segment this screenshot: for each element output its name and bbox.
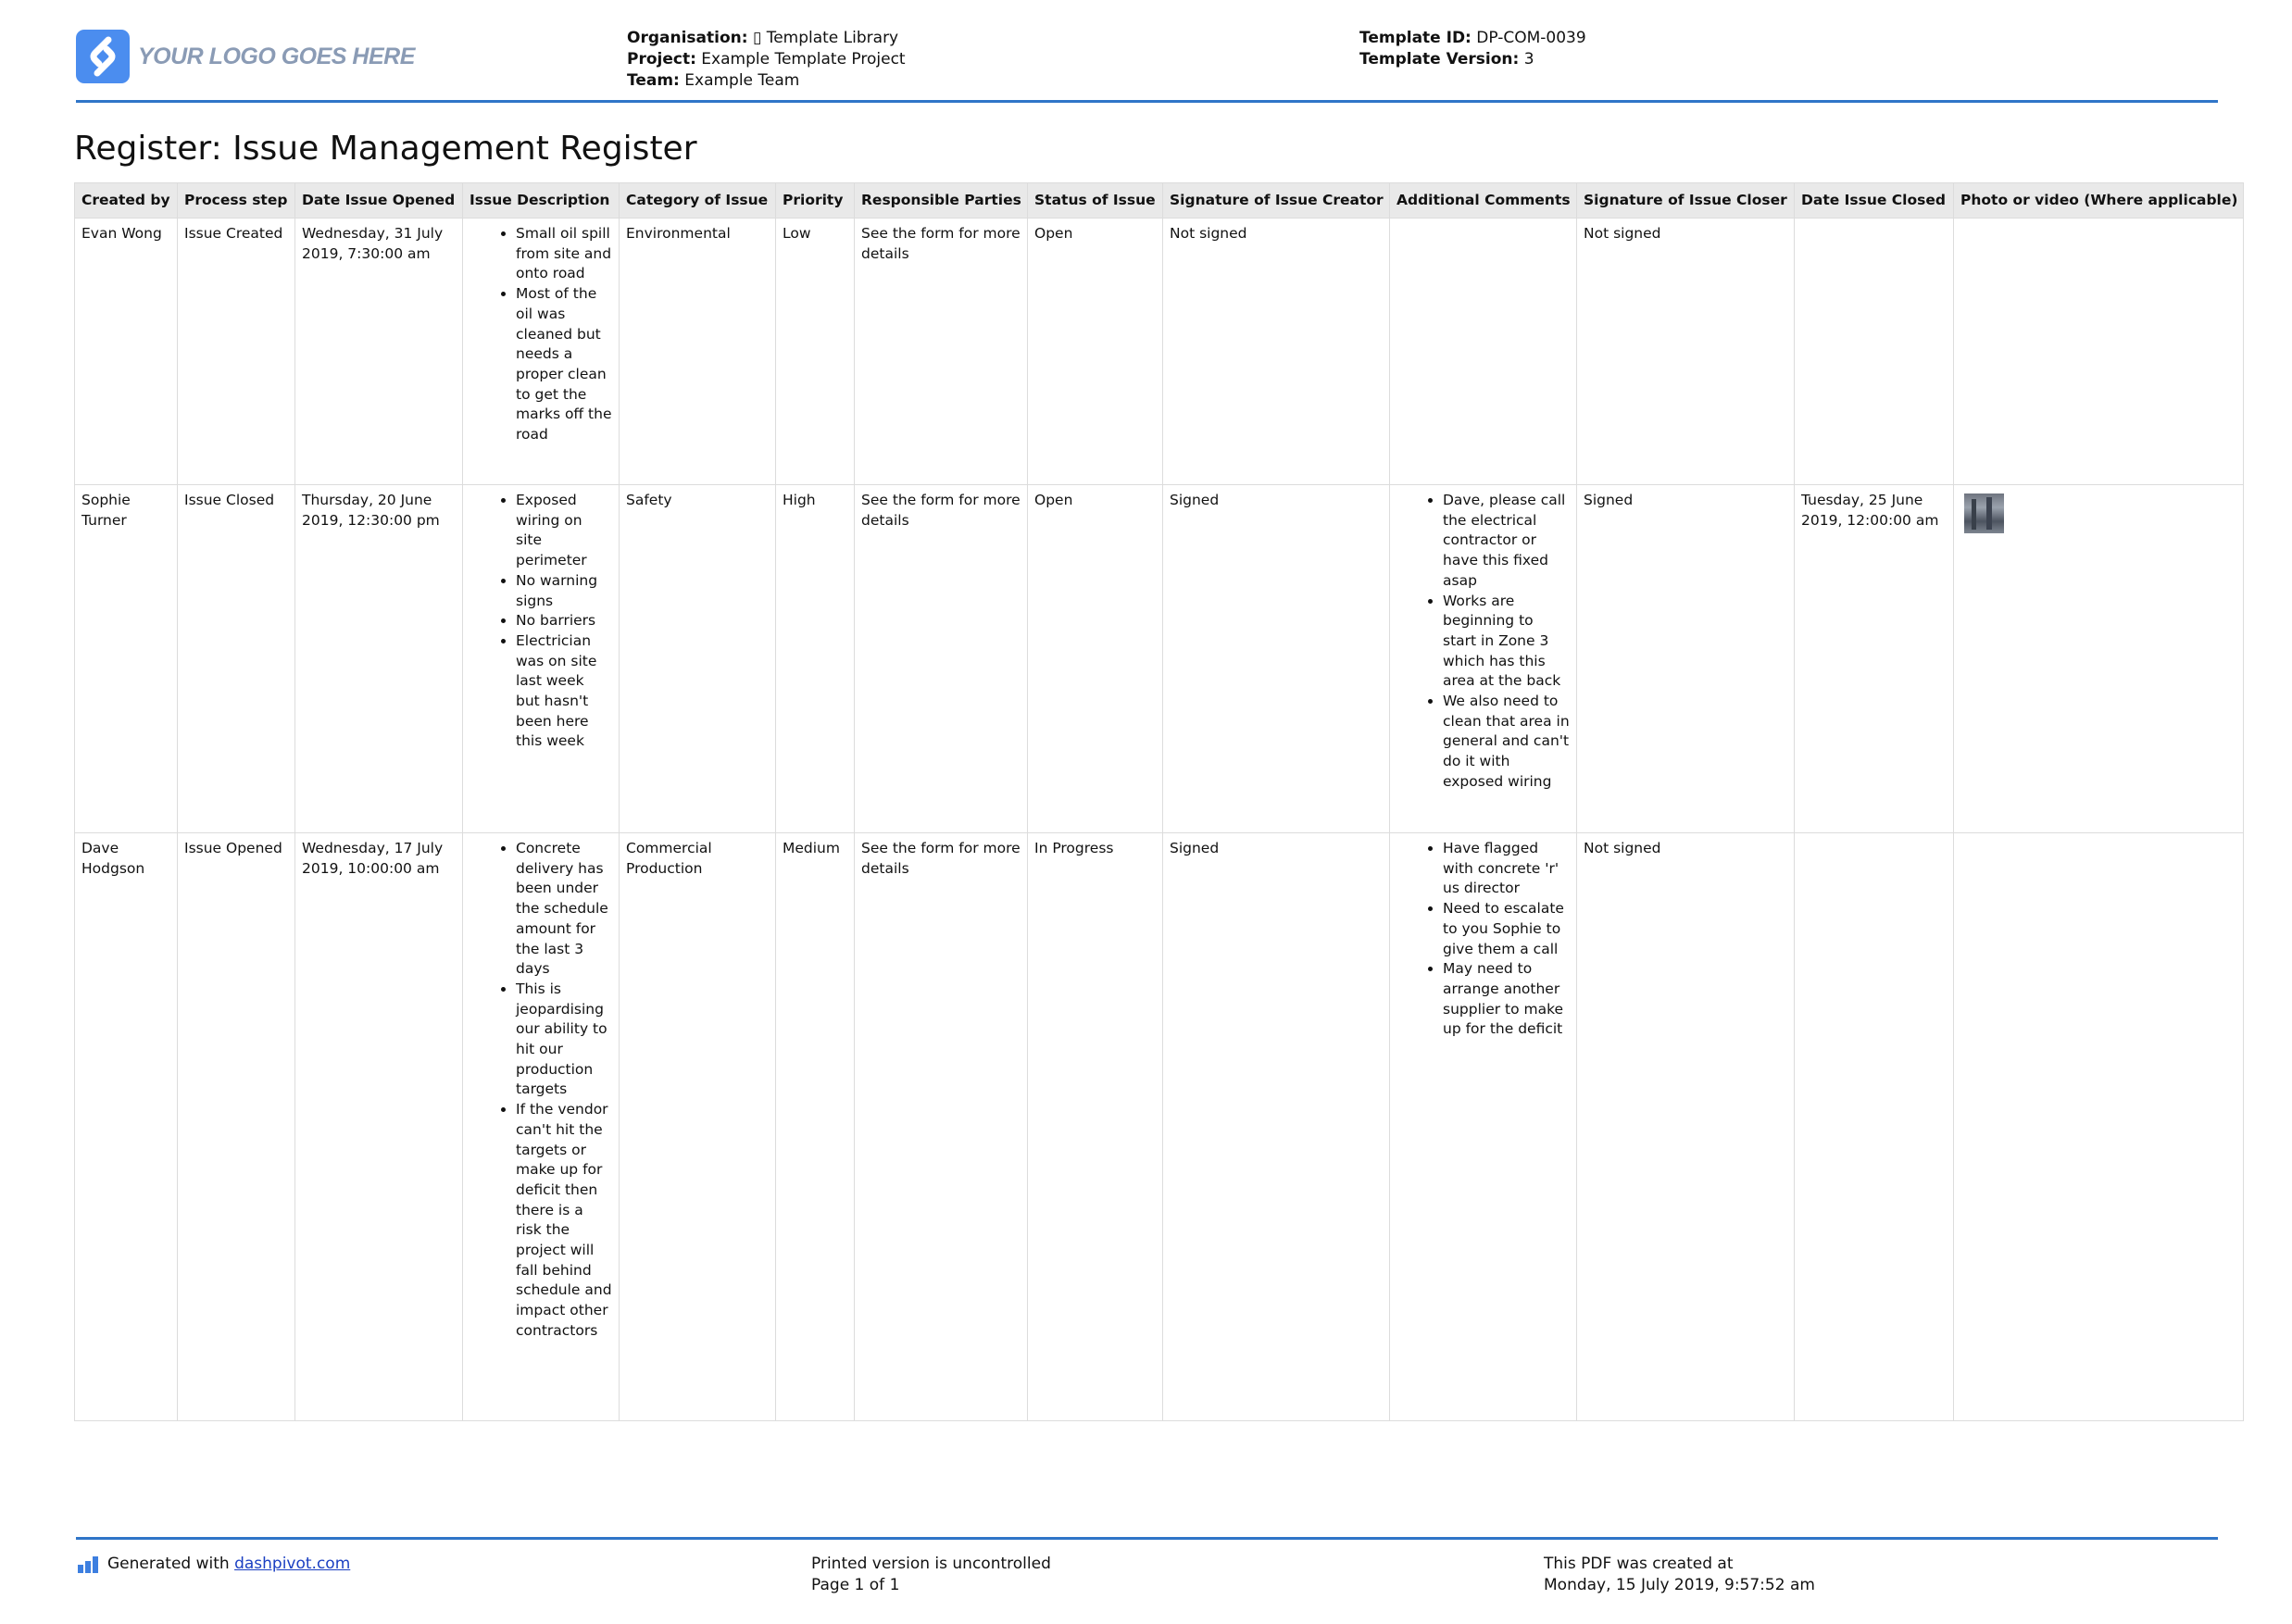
header-meta-left — [627, 28, 906, 92]
column-header: Date Issue Closed — [1795, 183, 1954, 219]
column-header: Signature of Issue Creator — [1163, 183, 1390, 219]
photo-cell — [1954, 219, 2244, 485]
template-id-line — [1359, 28, 1586, 49]
priority-cell: Low — [776, 219, 855, 485]
comment-item: • Dave, please call the electrical contractor or have this fixed asap — [1443, 491, 1570, 592]
generated-prefix: Generated with — [107, 1555, 235, 1573]
description-item: • If the vendor can't hit the targets or make up for deficit then there is a risk the project will fall behind schedule and impact other contractors — [516, 1100, 612, 1341]
template-version-label: Template Version: — [1359, 50, 1520, 69]
logo-text: YOUR LOGO GOES HERE — [138, 43, 415, 69]
column-header: Category of Issue — [620, 183, 776, 219]
description-list — [470, 224, 612, 445]
closer-signature-cell: Not signed — [1577, 833, 1795, 1421]
description-item: • Small oil spill from site and onto road — [516, 224, 612, 284]
priority-cell: Medium — [776, 833, 855, 1421]
description-item: • No barriers — [516, 611, 612, 631]
date-opened-cell: Wednesday, 31 July 2019, 7:30:00 am — [295, 219, 463, 485]
priority-cell: High — [776, 485, 855, 833]
creator-signature-cell: Not signed — [1163, 219, 1390, 485]
template-id-label: Template ID: — [1359, 29, 1472, 47]
header-divider — [76, 100, 2218, 103]
table-row — [75, 219, 2244, 485]
column-header: Created by — [75, 183, 178, 219]
description-item: • Exposed wiring on site perimeter — [516, 491, 612, 571]
team-value: Example Team — [684, 71, 800, 90]
date-opened-cell: Wednesday, 17 July 2019, 10:00:00 am — [295, 833, 463, 1421]
description-item: • No warning signs — [516, 571, 612, 611]
project-label: Project: — [627, 50, 696, 69]
description-cell — [463, 833, 620, 1421]
process-step-cell: Issue Created — [178, 219, 295, 485]
project-value: Example Template Project — [701, 50, 906, 69]
creator-signature-cell: Signed — [1163, 833, 1390, 1421]
chart-bars-icon — [78, 1556, 100, 1573]
column-header: Responsible Parties — [855, 183, 1028, 219]
description-cell — [463, 485, 620, 833]
category-cell: Environmental — [620, 219, 776, 485]
photo-cell — [1954, 833, 2244, 1421]
team-line — [627, 70, 906, 92]
template-id-value: DP-COM-0039 — [1476, 29, 1586, 47]
template-version-value: 3 — [1523, 50, 1534, 69]
logo-icon — [76, 30, 130, 83]
category-cell: Commercial Production — [620, 833, 776, 1421]
status-cell: Open — [1028, 485, 1163, 833]
table-row — [75, 485, 2244, 833]
process-step-cell: Issue Opened — [178, 833, 295, 1421]
description-list — [470, 491, 612, 752]
comment-item: • Need to escalate to you Sophie to give them a call — [1443, 899, 1570, 959]
comments-cell — [1390, 485, 1577, 833]
footer-generated — [78, 1554, 350, 1575]
comments-cell — [1390, 833, 1577, 1421]
created-by-cell: Sophie Turner — [75, 485, 178, 833]
creator-signature-cell: Signed — [1163, 485, 1390, 833]
comments-list — [1396, 839, 1570, 1040]
photo-thumbnail[interactable] — [1964, 493, 2004, 533]
template-version-line — [1359, 49, 1586, 70]
responsible-cell: See the form for more details — [855, 219, 1028, 485]
description-item: • Electrician was on site last week but hasn't been here this week — [516, 631, 612, 752]
footer-created-at — [1544, 1554, 1815, 1596]
description-cell — [463, 219, 620, 485]
description-item: • This is jeopardising our ability to hit our production targets — [516, 980, 612, 1100]
column-header: Additional Comments — [1390, 183, 1577, 219]
description-item: • Most of the oil was cleaned but needs a proper clean to get the marks off the road — [516, 284, 612, 445]
company-logo — [76, 30, 415, 83]
responsible-cell: See the form for more details — [855, 833, 1028, 1421]
comment-item: • Have flagged with concrete 'r' us director — [1443, 839, 1570, 899]
organisation-value: ▯ Template Library — [752, 29, 899, 47]
description-list — [470, 839, 612, 1342]
dashpivot-link[interactable]: dashpivot.com — [234, 1555, 351, 1573]
page-number: Page 1 of 1 — [811, 1576, 900, 1594]
comments-list — [1396, 491, 1570, 793]
column-header: Status of Issue — [1028, 183, 1163, 219]
comments-cell — [1390, 219, 1577, 485]
column-header: Signature of Issue Closer — [1577, 183, 1795, 219]
closer-signature-cell: Not signed — [1577, 219, 1795, 485]
table-header-row — [75, 183, 2244, 219]
project-line — [627, 49, 906, 70]
column-header: Priority — [776, 183, 855, 219]
column-header: Process step — [178, 183, 295, 219]
date-closed-cell — [1795, 219, 1954, 485]
photo-cell — [1954, 485, 2244, 833]
header-meta-right — [1359, 28, 1586, 70]
page-title: Register: Issue Management Register — [74, 130, 697, 168]
description-item: • Concrete delivery has been under the schedule amount for the last 3 days — [516, 839, 612, 980]
footer-print-notice — [811, 1554, 1051, 1596]
created-at-label: This PDF was created at — [1544, 1555, 1734, 1573]
column-header: Issue Description — [463, 183, 620, 219]
date-closed-cell — [1795, 833, 1954, 1421]
date-opened-cell: Thursday, 20 June 2019, 12:30:00 pm — [295, 485, 463, 833]
category-cell: Safety — [620, 485, 776, 833]
created-at-timestamp: Monday, 15 July 2019, 9:57:52 am — [1544, 1576, 1815, 1594]
comment-item: • Works are beginning to start in Zone 3 which has this area at the back — [1443, 592, 1570, 693]
column-header: Photo or video (Where applicable) — [1954, 183, 2244, 219]
organisation-line — [627, 28, 906, 49]
comment-item: • We also need to clean that area in general and can't do it with exposed wiring — [1443, 692, 1570, 793]
created-by-cell: Evan Wong — [75, 219, 178, 485]
printed-uncontrolled-text: Printed version is uncontrolled — [811, 1555, 1051, 1573]
column-header: Date Issue Opened — [295, 183, 463, 219]
table-row — [75, 833, 2244, 1421]
organisation-label: Organisation: — [627, 29, 748, 47]
date-closed-cell: Tuesday, 25 June 2019, 12:00:00 am — [1795, 485, 1954, 833]
status-cell: Open — [1028, 219, 1163, 485]
issue-register-table — [74, 182, 2244, 1421]
responsible-cell: See the form for more details — [855, 485, 1028, 833]
process-step-cell: Issue Closed — [178, 485, 295, 833]
footer-divider — [76, 1537, 2218, 1540]
comment-item: • May need to arrange another supplier to make up for the deficit — [1443, 959, 1570, 1040]
closer-signature-cell: Signed — [1577, 485, 1795, 833]
team-label: Team: — [627, 71, 680, 90]
created-by-cell: Dave Hodgson — [75, 833, 178, 1421]
status-cell: In Progress — [1028, 833, 1163, 1421]
